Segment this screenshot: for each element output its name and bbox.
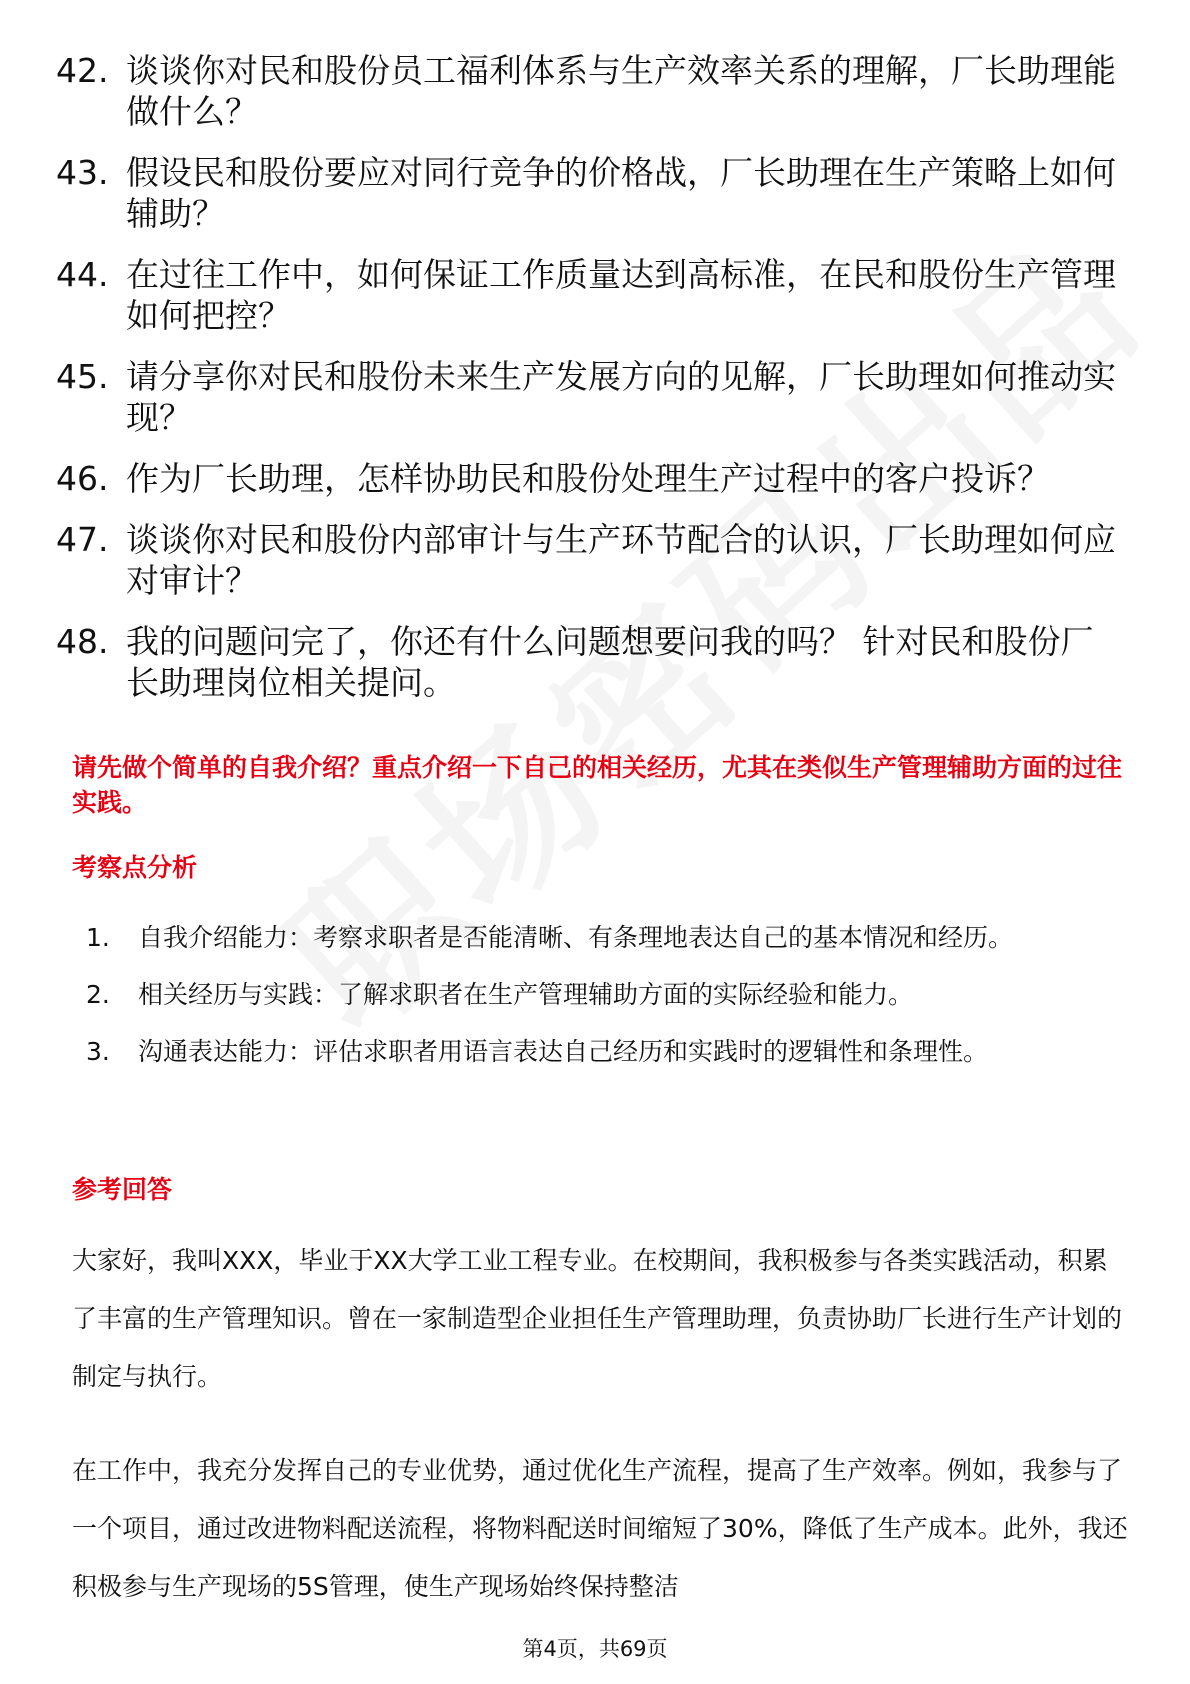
question-number: 48.	[56, 622, 109, 661]
question-number: 46.	[56, 459, 109, 498]
page-footer: 第4页，共69页	[522, 1637, 668, 1661]
analysis-text: 沟通表达能力：评估求职者用语言表达自己经历和实践时的逻辑性和条理性。	[138, 1037, 989, 1066]
analysis-number: 2.	[86, 980, 110, 1009]
question-text: 作为厂长助理，怎样协助民和股份处理生产过程中的客户投诉？	[126, 459, 1050, 498]
question-item	[56, 621, 1126, 703]
reference-heading: 参考回答	[72, 1175, 173, 1204]
question-list	[56, 50, 1126, 723]
question-number: 43.	[56, 153, 109, 192]
question-text: 谈谈你对民和股份员工福利体系与生产效率关系的理解，厂长助理能做什么？	[126, 51, 1116, 131]
reference-paragraph: 在工作中，我充分发挥自己的专业优势，通过优化生产流程，提高了生产效率。例如，我参与了一个项目，通过改进物料配送流程，将物料配送时间缩短了30%，降低了生产成本。此外，我还积极参与生产现场的5S管理，使生产现场始终保持整洁	[72, 1456, 1128, 1601]
question-item	[56, 356, 1126, 438]
analysis-item	[72, 910, 1132, 966]
analysis-text: 自我介绍能力：考察求职者是否能清晰、有条理地表达自己的基本情况和经历。	[138, 923, 1014, 952]
question-number: 47.	[56, 520, 109, 559]
question-text: 在过往工作中，如何保证工作质量达到高标准，在民和股份生产管理如何把控？	[126, 255, 1116, 335]
question-number: 42.	[56, 51, 109, 90]
question-text: 我的问题问完了，你还有什么问题想要问我的吗？ 针对民和股份厂长助理岗位相关提问。	[126, 622, 1094, 702]
analysis-item	[72, 1024, 1132, 1080]
question-number: 44.	[56, 255, 109, 294]
analysis-item	[72, 967, 1132, 1023]
question-item	[56, 458, 1126, 499]
question-text: 假设民和股份要应对同行竞争的价格战，厂长助理在生产策略上如何辅助？	[126, 153, 1116, 233]
analysis-text: 相关经历与实践：了解求职者在生产管理辅助方面的实际经验和能力。	[138, 980, 914, 1009]
question-item	[56, 254, 1126, 336]
question-item	[56, 152, 1126, 234]
analysis-heading: 考察点分析	[72, 853, 198, 882]
question-text: 请分享你对民和股份未来生产发展方向的见解，厂长助理如何推动实现？	[126, 357, 1116, 437]
analysis-list	[72, 910, 1132, 1081]
question-number: 45.	[56, 357, 109, 396]
analysis-number: 3.	[86, 1037, 110, 1066]
question-item	[56, 50, 1126, 132]
reference-paragraph: 大家好，我叫XXX，毕业于XX大学工业工程专业。在校期间，我积极参与各类实践活动，积累了丰富的生产管理知识。曾在一家制造型企业担任生产管理助理，负责协助厂长进行生产计划的制定与执行。	[72, 1246, 1123, 1391]
featured-question: 请先做个简单的自我介绍？重点介绍一下自己的相关经历，尤其在类似生产管理辅助方面的过往实践。	[72, 753, 1123, 817]
question-text: 谈谈你对民和股份内部审计与生产环节配合的认识，厂长助理如何应对审计？	[126, 520, 1116, 600]
question-item	[56, 519, 1126, 601]
analysis-number: 1.	[86, 923, 110, 952]
